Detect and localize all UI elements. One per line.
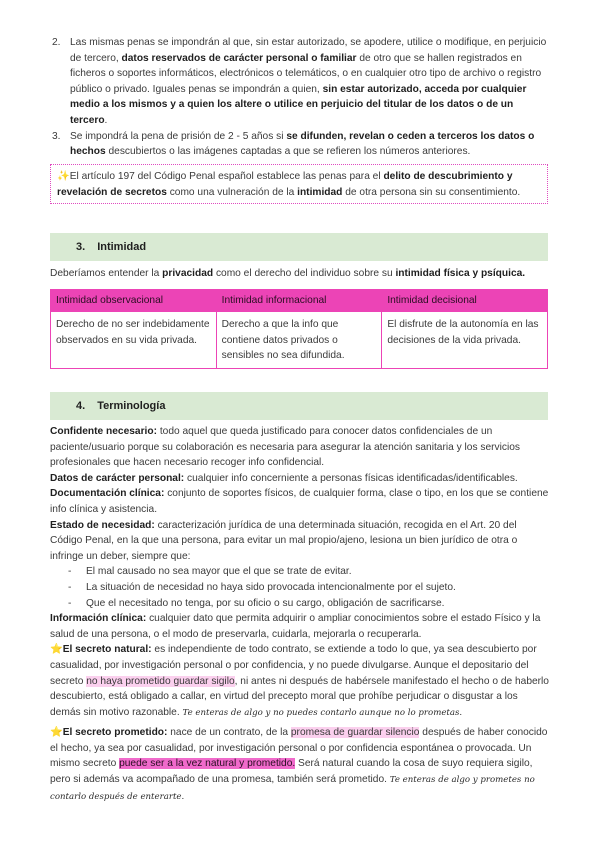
- highlight: promesa de guardar silencio: [290, 727, 420, 739]
- intimidad-paragraph: Deberíamos entender la privacidad como el derecho del individuo sobre su intimidad física y psíquica.: [50, 268, 526, 279]
- section-heading-intimidad: 3. Intimidad: [50, 233, 548, 261]
- list-item: - La situación de necesidad no haya sido provocada intencionalmente por el sujeto.: [68, 581, 456, 593]
- term-confidente: Confidente necesario: todo aquel que queda justificado para conocer datos confidenciales de un paciente/usuario porque su colaboración es necesaria para asegurar la atención sanitaria y los servicios profesionales que hacen necesario recoger info confidencial.: [50, 426, 521, 469]
- table-header: Intimidad decisional: [382, 290, 548, 312]
- table-cell: Derecho de no ser indebidamente observados en su vida privada.: [51, 312, 217, 369]
- list-item: - Que el necesitado no tenga, por su oficio o su cargo, obligación de sacrificarse.: [68, 597, 445, 609]
- table-header: Intimidad informacional: [216, 290, 382, 312]
- highlight-strong: puede ser a la vez natural y prometido.: [119, 758, 296, 770]
- section-heading-terminologia: 4. Terminología: [50, 392, 548, 420]
- table-header: Intimidad observacional: [51, 290, 217, 312]
- term-secreto-prometido: ⭐El secreto prometido: nace de un contrato, de la promesa de guardar silencio después de haber conocido el hecho, ya sea por casualidad, por investigación personal o por confidencia espontánea o provocada. Un mismo secreto puede ser a la vez natural y prometido. Será natural cuando la cosa de suyo requiera sigilo, pero si además va acompañado de una promesa, también será prometido. Te enteras de algo y prometes no contarlo después de enterarte.: [50, 727, 548, 802]
- term-datos: Datos de carácter personal: cualquier info concerniente a personas físicas identificadas/identificables.: [50, 472, 518, 484]
- list-item-3: 3. Se impondrá la pena de prisión de 2 - 5 años si se difunden, revelan o ceden a terceros los datos o hechos descubiertos o las imágenes captadas a que se refieren los números anteriores.: [52, 130, 535, 158]
- table-cell: Derecho a que la info que contiene datos privados o sensibles no sea difundida.: [216, 312, 382, 369]
- term-secreto-natural: ⭐El secreto natural: es independiente de todo contrato, se extiende a todo lo que, ya sea descubierto por casualidad, por investigación personal o por confidencia, y no puede divulgarse. Aunque el depositario del secreto no haya prometido guardar sigilo, ni antes ni después de habérsele manifestado el hecho o de haberlo descubierto, está obligado a callar, en virtud del precepto moral que prohíbe perjudicar o disgustar a los demás sin motivo razonable. Te enteras de algo y no puedes contarlo aunque no lo prometas.: [50, 644, 549, 718]
- numbered-list: [50, 35, 550, 160]
- list-item-2: 2. Las mismas penas se impondrán al que, sin estar autorizado, se apodere, utilice o modifique, en perjuicio de tercero, datos reservados de carácter personal o familiar de otro que se hallen registrados en ficheros o soportes informáticos, electrónicos o telemáticos, o en cualquier otro tipo de archivo o registro público o privado. Iguales penas se impondrán a quien, sin estar autorizado, acceda por cualquier medio a los mismos y a quien los altere o utilice en perjuicio del titular de los datos o de un tercero.: [52, 37, 547, 126]
- intimidad-table: [50, 289, 548, 369]
- table-cell: El disfrute de la autonomía en las decisiones de la vida privada.: [382, 312, 548, 369]
- handwritten-note: Te enteras de algo y no puedes contarlo aunque no lo prometas.: [182, 707, 463, 718]
- term-informacion: Información clínica: cualquier dato que permita adquirir o ampliar conocimientos sobre el estado Físico y la salud de una persona, o el modo de preservarla, cuidarla, mejorarla o recuperarla.: [50, 613, 541, 640]
- highlight: no haya prometido guardar sigilo: [86, 675, 235, 687]
- handwritten-note: Te enteras de algo y prometes no contarlo después de enterarte.: [50, 775, 535, 802]
- star-icon: ⭐: [50, 644, 63, 656]
- star-icon: ⭐: [50, 727, 63, 739]
- table-row: [51, 312, 548, 369]
- list-item: - El mal causado no sea mayor que el que se trate de evitar.: [68, 566, 352, 578]
- note-box: ✨El artículo 197 del Código Penal español establece las penas para el delito de descubrimiento y revelación de secretos como una vulneración de la intimidad de otra persona sin su consentimiento.: [50, 164, 548, 204]
- list-number: 3.: [52, 130, 61, 142]
- terminology-list: [50, 424, 550, 805]
- term-estado: Estado de necesidad: caracterización jurídica de una determinada situación, recogida en el Art. 20 del Código Penal, en la que una persona, para evitar un mal propio/ajeno, lesiona un bien jurídico de otra o infringe un deber, siempre que:: [50, 519, 518, 562]
- sparkles-icon: ✨: [57, 171, 70, 182]
- list-number: 2.: [52, 37, 61, 48]
- table-header-row: [51, 290, 548, 312]
- term-documentacion: Documentación clínica: conjunto de soportes físicos, de cualquier forma, clase o tipo, en los que se contiene info clínica y asistencia.: [50, 488, 549, 515]
